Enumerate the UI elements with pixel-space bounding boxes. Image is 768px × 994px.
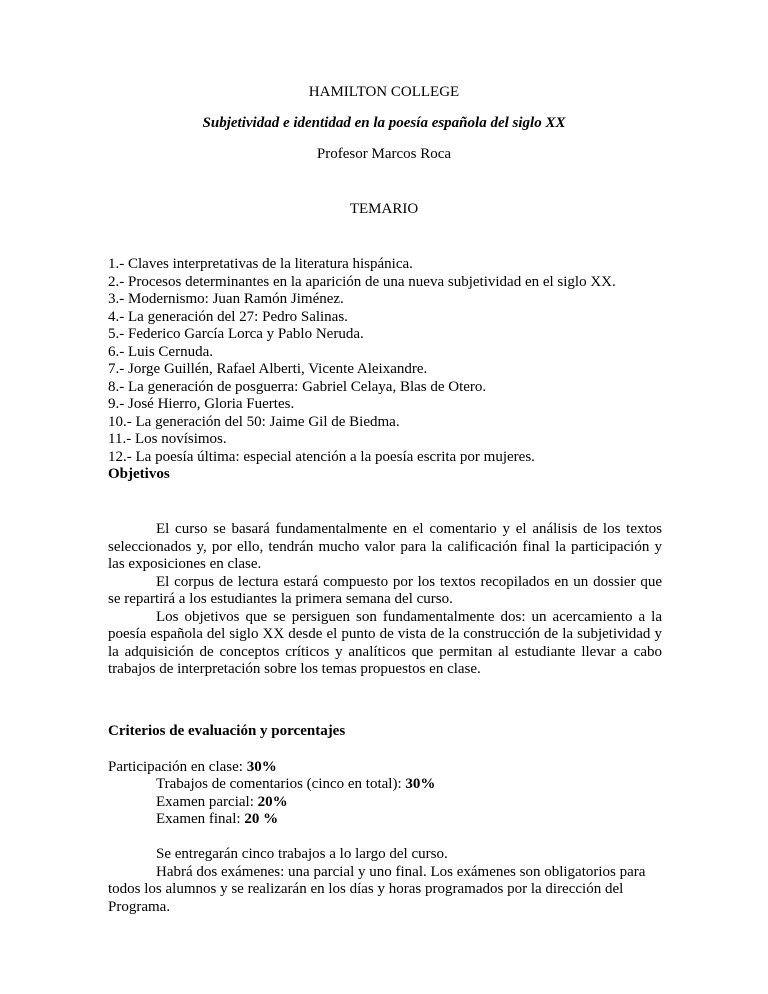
list-item: 1.- Claves interpretativas de la literatura hispánica.: [108, 256, 413, 272]
objectives-paragraph: El corpus de lectura estará compuesto por los textos recopilados en un dossier que se repartirá a los estudiantes la primera semana del curso.: [108, 573, 662, 607]
criteria-list: [156, 776, 662, 829]
course-subtitle: Subjetividad e identidad en la poesía española del siglo XX: [202, 115, 566, 131]
objectives-heading: Objetivos: [108, 466, 170, 482]
list-item: 8.- La generación de posguerra: Gabriel Celaya, Blas de Otero.: [108, 378, 487, 395]
criteria-item: [156, 776, 662, 794]
list-item: 12.- La poesía última: especial atención a la poesía escrita por mujeres.: [108, 448, 535, 465]
list-item: 2.- Procesos determinantes en la aparición de una nueva subjetividad en el siglo XX.: [108, 273, 616, 290]
criteria-value: 20 %: [244, 811, 279, 827]
objectives-paragraph: Los objetivos que se persiguen son fundamentalmente dos: un acercamiento a la poesía española del siglo XX desde el punto de vista de la construcción de la subjetividad y la adquisición de conceptos críticos y analíticos que permitan al estudiante llevar a cabo trabajos de interpretación sobre los temas propuestos en clase.: [108, 608, 662, 677]
objectives-body: [108, 521, 662, 679]
criteria-value: 30%: [246, 759, 277, 775]
criteria-label: Trabajos de comentarios (cinco en total):: [156, 776, 406, 792]
topic-list: [108, 256, 662, 466]
list-item: 6.- Luis Cernuda.: [108, 343, 213, 360]
criteria-value: 20%: [257, 793, 288, 810]
criteria-label: Participación en clase:: [108, 759, 247, 775]
criteria-label: Examen parcial:: [156, 793, 258, 810]
professor-name: Profesor Marcos Roca: [316, 146, 452, 162]
list-item: 7.- Jorge Guillén, Rafael Alberti, Vicente Aleixandre.: [108, 361, 428, 377]
criteria-note: Se entregarán cinco trabajos a lo largo del curso.: [156, 846, 448, 862]
criteria-note: Habrá dos exámenes: una parcial y uno final. Los exámenes son obligatorios para todos los alumnos y se realizarán en los días y horas programados por la dirección del Programa.: [108, 863, 646, 915]
list-item: 11.- Los novísimos.: [108, 431, 227, 447]
criteria-label: Examen final:: [156, 811, 245, 827]
criteria-notes: [108, 846, 662, 916]
criteria-value: 30%: [405, 776, 436, 792]
section-heading-temario: TEMARIO: [349, 201, 419, 217]
list-item: 5.- Federico García Lorca y Pablo Neruda.: [108, 326, 364, 342]
criteria-item-participation: [108, 759, 662, 777]
criteria-item: [156, 811, 662, 829]
list-item: 3.- Modernismo: Juan Ramón Jiménez.: [108, 291, 344, 307]
list-item: 10.- La generación del 50: Jaime Gil de Biedma.: [108, 413, 400, 430]
list-item: 9.- José Hierro, Gloria Fuertes.: [108, 396, 295, 412]
page-title: HAMILTON COLLEGE: [308, 84, 460, 100]
list-item: 4.- La generación del 27: Pedro Salinas.: [108, 308, 348, 325]
objectives-paragraph: El curso se basará fundamentalmente en el comentario y el análisis de los textos seleccionados y, por ello, tendrán mucho valor para la calificación final la participación y las exposiciones en clase.: [108, 521, 662, 572]
criteria-heading: Criterios de evaluación y porcentajes: [108, 723, 346, 739]
criteria-item: [156, 794, 662, 812]
